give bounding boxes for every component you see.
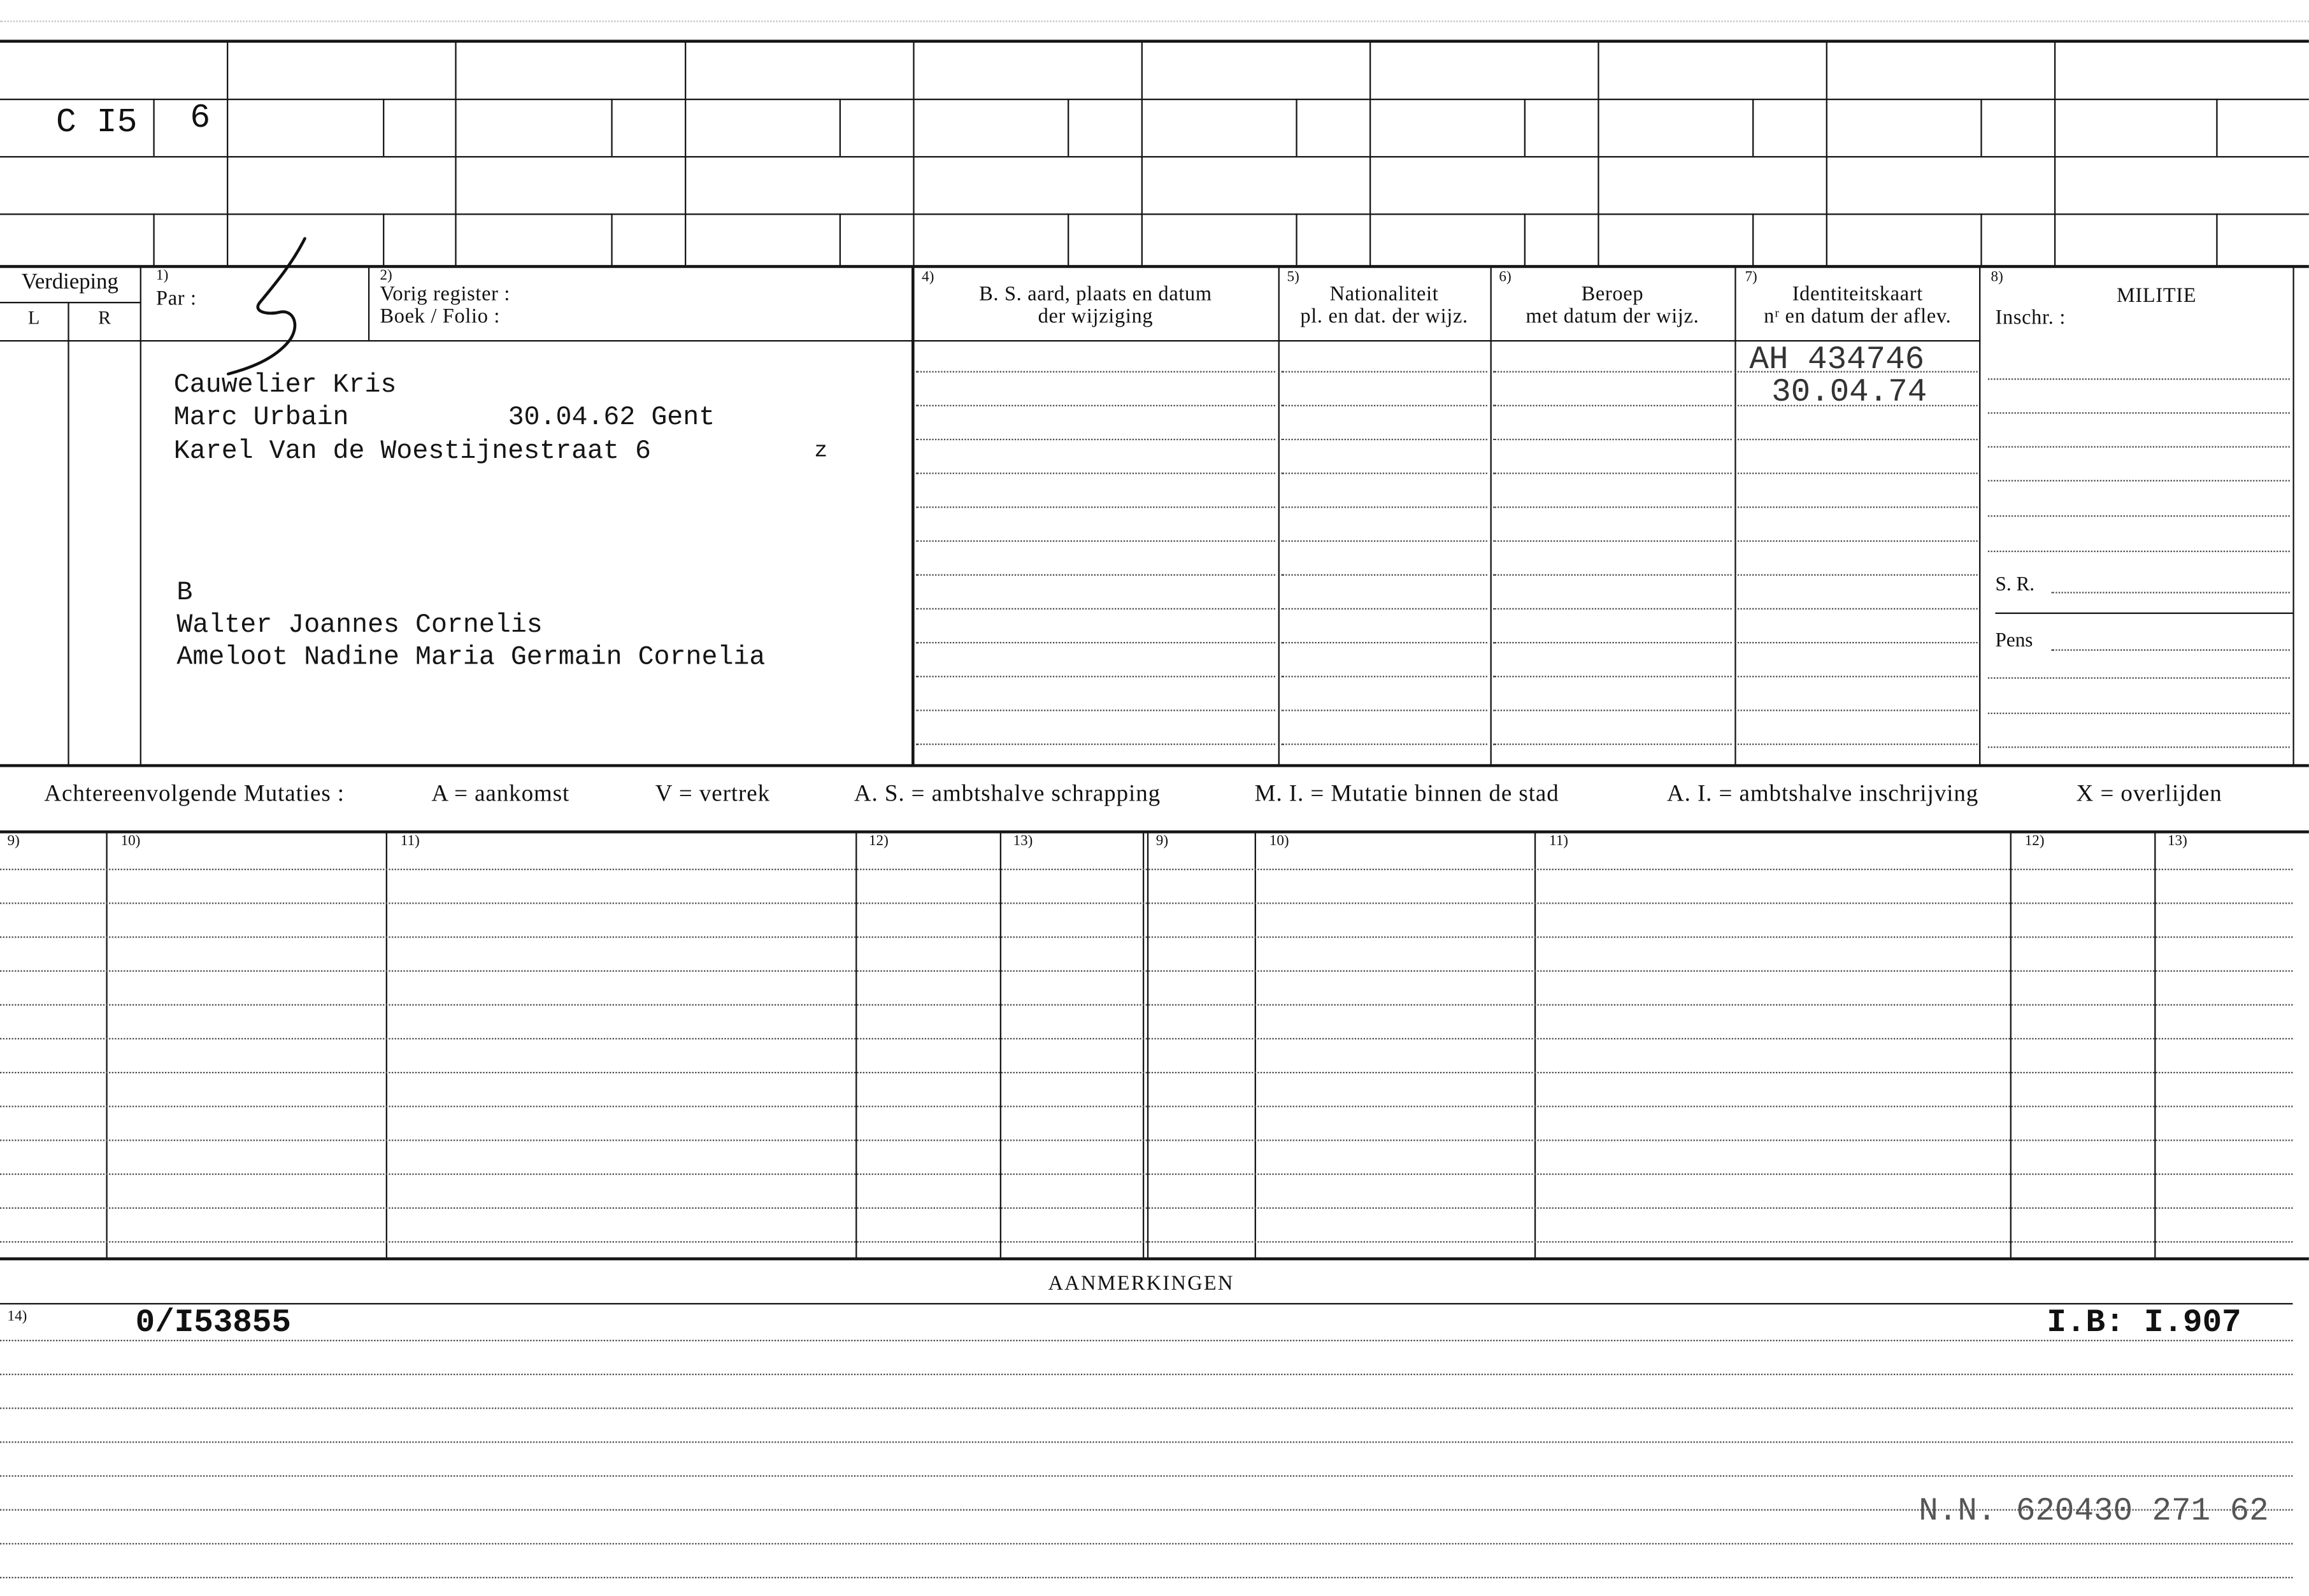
bs-label-line1: B. S. aard, plaats en datum: [979, 284, 1212, 306]
dotted-fill-line: [0, 1174, 2292, 1175]
dotted-fill-line: [0, 1475, 2292, 1476]
column-line: [913, 41, 915, 267]
mutations-title: Achtereenvolgende Mutaties :: [44, 781, 345, 807]
dotted-fill-line: [1281, 574, 1487, 576]
column-line: [1734, 266, 1735, 766]
identity-card-date: 30.04.74: [1771, 374, 1927, 411]
mutation-column-number: 11): [1549, 833, 1568, 850]
scan-noise: [0, 20, 2309, 22]
dotted-fill-line: [1493, 642, 1732, 643]
column-line: [385, 832, 387, 1258]
parent-2: Ameloot Nadine Maria Germain Cornelia: [176, 643, 766, 673]
column-line: [1142, 832, 1143, 1258]
person-address: Karel Van de Woestijnestraat 6: [173, 437, 651, 467]
rule-line: [0, 39, 2309, 43]
beroep-number: 6): [1499, 269, 1512, 286]
pens-label: Pens: [1995, 629, 2033, 651]
mutation-column-number: 12): [868, 833, 889, 850]
dotted-fill-line: [0, 902, 2292, 904]
column-line: [999, 832, 1001, 1258]
column-line: [1980, 266, 1981, 766]
dotted-fill-line: [1738, 540, 1978, 541]
dotted-fill-line: [1281, 405, 1487, 406]
column-line: [1980, 213, 1981, 266]
dotted-fill-line: [0, 1139, 2292, 1141]
militie-number: 8): [1991, 269, 2003, 286]
column-line: [839, 99, 840, 156]
par-label: Par :: [156, 289, 197, 311]
column-line: [2215, 99, 2217, 156]
dotted-fill-line: [1738, 642, 1978, 643]
mutation-column-number: 13): [1013, 833, 1033, 850]
remarks-reference: 0/I53855: [135, 1304, 291, 1342]
mutation-column-number: 9): [7, 833, 20, 850]
nationaliteit-number: 5): [1287, 269, 1299, 286]
column-line: [2009, 832, 2010, 1258]
dotted-fill-line: [0, 1577, 2292, 1578]
boek-folio-label: Boek / Folio :: [380, 306, 501, 329]
dotted-fill-line: [916, 506, 1275, 508]
column-line: [1752, 213, 1753, 266]
inschr-label: Inschr. :: [1995, 308, 2066, 330]
dotted-fill-line: [1738, 743, 1978, 745]
mutation-column-number: 13): [2167, 833, 2187, 850]
dotted-fill-line: [1281, 439, 1487, 440]
dotted-fill-line: [1493, 405, 1732, 406]
bs-number: 4): [922, 269, 934, 286]
dotted-fill-line: [1493, 608, 1732, 609]
dotted-fill-line: [1493, 676, 1732, 677]
nationaliteit-label-line2: pl. en dat. der wijz.: [1300, 306, 1468, 329]
dotted-fill-line: [1738, 608, 1978, 609]
column-line: [105, 832, 106, 1258]
column-line: [855, 832, 856, 1258]
column-line: [2292, 266, 2293, 766]
dotted-fill-line: [1493, 506, 1732, 508]
dotted-fill-line: [916, 371, 1275, 373]
dotted-fill-line: [916, 405, 1275, 406]
mutation-column-number: 9): [1155, 833, 1169, 850]
person-given-names: Marc Urbain: [173, 403, 349, 433]
par-number: 1): [156, 267, 169, 285]
legend-overlijden: X = overlijden: [2076, 781, 2222, 807]
dotted-fill-line: [916, 574, 1275, 576]
mutation-column-number: 11): [400, 833, 420, 850]
dotted-fill-line: [916, 709, 1275, 711]
handwritten-mark: [206, 228, 324, 390]
dotted-fill-line: [1988, 713, 2290, 714]
column-line: [1524, 213, 1525, 266]
column-line: [382, 99, 383, 156]
column-line: [67, 302, 68, 766]
dotted-fill-line: [1493, 473, 1732, 474]
column-line: [1295, 213, 1296, 266]
column-line: [368, 266, 369, 340]
dotted-fill-line: [0, 1106, 2292, 1107]
militie-title: MILITIE: [2116, 285, 2197, 308]
dotted-fill-line: [0, 1441, 2292, 1443]
column-line: [152, 213, 154, 266]
identiteitskaart-number: 7): [1745, 269, 1757, 286]
dotted-fill-line: [0, 1340, 2292, 1341]
column-line: [911, 266, 915, 766]
person-birth: 30.04.62 Gent: [508, 403, 715, 433]
dotted-fill-line: [0, 1374, 2292, 1375]
identiteitskaart-label-line2: nʳ en datum der aflev.: [1764, 306, 1952, 329]
dotted-fill-line: [1281, 642, 1487, 643]
identiteitskaart-label-line1: Identiteitskaart: [1792, 284, 1923, 306]
rule-line: [0, 1302, 2292, 1304]
dotted-fill-line: [1493, 743, 1732, 745]
column-line: [1826, 41, 1827, 267]
column-line: [685, 41, 687, 267]
rule-line: [1995, 612, 2292, 613]
identity-card-number: AH 434746: [1749, 341, 1925, 379]
rule-line: [0, 830, 2309, 834]
dotted-fill-line: [1281, 608, 1487, 609]
dotted-fill-line: [2051, 650, 2290, 651]
sr-label: S. R.: [1995, 573, 2035, 595]
rule-line: [0, 213, 2309, 214]
mutation-column-number: 10): [120, 833, 141, 850]
dotted-fill-line: [916, 439, 1275, 440]
remarks-number: 14): [7, 1309, 27, 1325]
verdieping-right-label: R: [98, 306, 111, 329]
dotted-fill-line: [0, 1407, 2292, 1409]
column-line: [2154, 832, 2155, 1258]
dotted-fill-line: [1988, 515, 2290, 517]
person-name: Cauwelier Kris: [173, 371, 397, 401]
column-line: [1147, 832, 1148, 1258]
column-line: [1598, 41, 1599, 267]
dotted-fill-line: [0, 1241, 2292, 1243]
dotted-fill-line: [1738, 574, 1978, 576]
column-line: [455, 41, 457, 267]
person-address-mark: z: [814, 438, 828, 464]
dotted-fill-line: [916, 473, 1275, 474]
dotted-fill-line: [1493, 371, 1732, 373]
verdieping-label: Verdieping: [21, 271, 118, 295]
column-line: [140, 266, 141, 766]
top-code: C I5: [55, 103, 138, 141]
dotted-fill-line: [0, 970, 2292, 971]
rule-line: [0, 301, 141, 303]
dotted-fill-line: [1988, 677, 2290, 678]
column-line: [1295, 99, 1296, 156]
vorig-register-number: 2): [380, 267, 392, 285]
column-line: [1370, 41, 1371, 267]
legend-mutatie: M. I. = Mutatie binnen de stad: [1254, 781, 1559, 807]
column-line: [1141, 41, 1143, 267]
rule-line: [0, 1257, 2309, 1260]
dotted-fill-line: [1281, 473, 1487, 474]
dotted-fill-line: [0, 1208, 2292, 1209]
dotted-fill-line: [1281, 506, 1487, 508]
nationaliteit-label-line1: Nationaliteit: [1329, 284, 1439, 306]
dotted-fill-line: [1988, 446, 2290, 447]
top-number: 6: [190, 98, 211, 137]
dotted-fill-line: [1738, 676, 1978, 677]
dotted-fill-line: [0, 1072, 2292, 1073]
column-line: [610, 99, 611, 156]
dotted-fill-line: [1988, 412, 2290, 413]
beroep-label-line1: Beroep: [1581, 284, 1644, 306]
dotted-fill-line: [1281, 743, 1487, 745]
dotted-fill-line: [1738, 439, 1978, 440]
dotted-fill-line: [0, 936, 2292, 937]
dotted-fill-line: [1493, 709, 1732, 711]
dotted-fill-line: [1493, 574, 1732, 576]
mutation-column-number: 12): [2024, 833, 2045, 850]
vorig-register-label: Vorig register :: [380, 284, 511, 306]
column-line: [1489, 266, 1490, 766]
verdieping-left-label: L: [27, 306, 40, 329]
dotted-fill-line: [1988, 746, 2290, 748]
dotted-fill-line: [1281, 371, 1487, 373]
legend-aankomst: A = aankomst: [431, 781, 570, 807]
national-number: N.N. 620430 271 62: [1919, 1493, 2269, 1530]
rule-line: [0, 265, 2309, 268]
dotted-fill-line: [1281, 676, 1487, 677]
dotted-fill-line: [0, 1543, 2292, 1544]
dotted-fill-line: [1493, 439, 1732, 440]
column-line: [1524, 99, 1525, 156]
column-line: [1752, 99, 1753, 156]
dotted-fill-line: [1281, 540, 1487, 541]
column-line: [382, 213, 383, 266]
rule-line: [0, 98, 2309, 99]
column-line: [1534, 832, 1535, 1258]
column-line: [839, 213, 840, 266]
dotted-fill-line: [916, 642, 1275, 643]
parent-1: Walter Joannes Cornelis: [176, 611, 543, 641]
dotted-fill-line: [0, 869, 2292, 870]
mutation-column-number: 10): [1269, 833, 1289, 850]
column-line: [1277, 266, 1278, 766]
dotted-fill-line: [1988, 551, 2290, 552]
column-line: [152, 99, 154, 156]
rule-line: [0, 155, 2309, 157]
dotted-fill-line: [0, 1038, 2292, 1039]
column-line: [1254, 832, 1255, 1258]
dotted-fill-line: [1738, 473, 1978, 474]
dotted-fill-line: [916, 540, 1275, 541]
dotted-fill-line: [1281, 709, 1487, 711]
column-line: [1067, 213, 1068, 266]
dotted-fill-line: [1738, 506, 1978, 508]
column-line: [2055, 41, 2056, 267]
remarks-ib: I.B: I.907: [2047, 1304, 2241, 1342]
beroep-label-line2: met datum der wijz.: [1526, 306, 1699, 329]
column-line: [1980, 99, 1981, 156]
column-line: [1067, 99, 1068, 156]
rule-line: [0, 764, 2309, 767]
dotted-fill-line: [0, 1004, 2292, 1006]
dotted-fill-line: [1738, 709, 1978, 711]
legend-vertrek: V = vertrek: [655, 781, 771, 807]
dotted-fill-line: [916, 676, 1275, 677]
dotted-fill-line: [916, 608, 1275, 609]
dotted-fill-line: [1988, 378, 2290, 380]
legend-schrapping: A. S. = ambtshalve schrapping: [854, 781, 1161, 807]
bs-label-line2: der wijziging: [1038, 306, 1154, 329]
remarks-title: AANMERKINGEN: [1048, 1273, 1234, 1296]
parents-label: B: [176, 578, 193, 608]
dotted-fill-line: [1493, 540, 1732, 541]
column-line: [610, 213, 611, 266]
dotted-fill-line: [2051, 592, 2290, 593]
dotted-fill-line: [916, 743, 1275, 745]
column-line: [2215, 213, 2217, 266]
legend-inschrijving: A. I. = ambtshalve inschrijving: [1666, 781, 1979, 807]
dotted-fill-line: [1988, 480, 2290, 481]
